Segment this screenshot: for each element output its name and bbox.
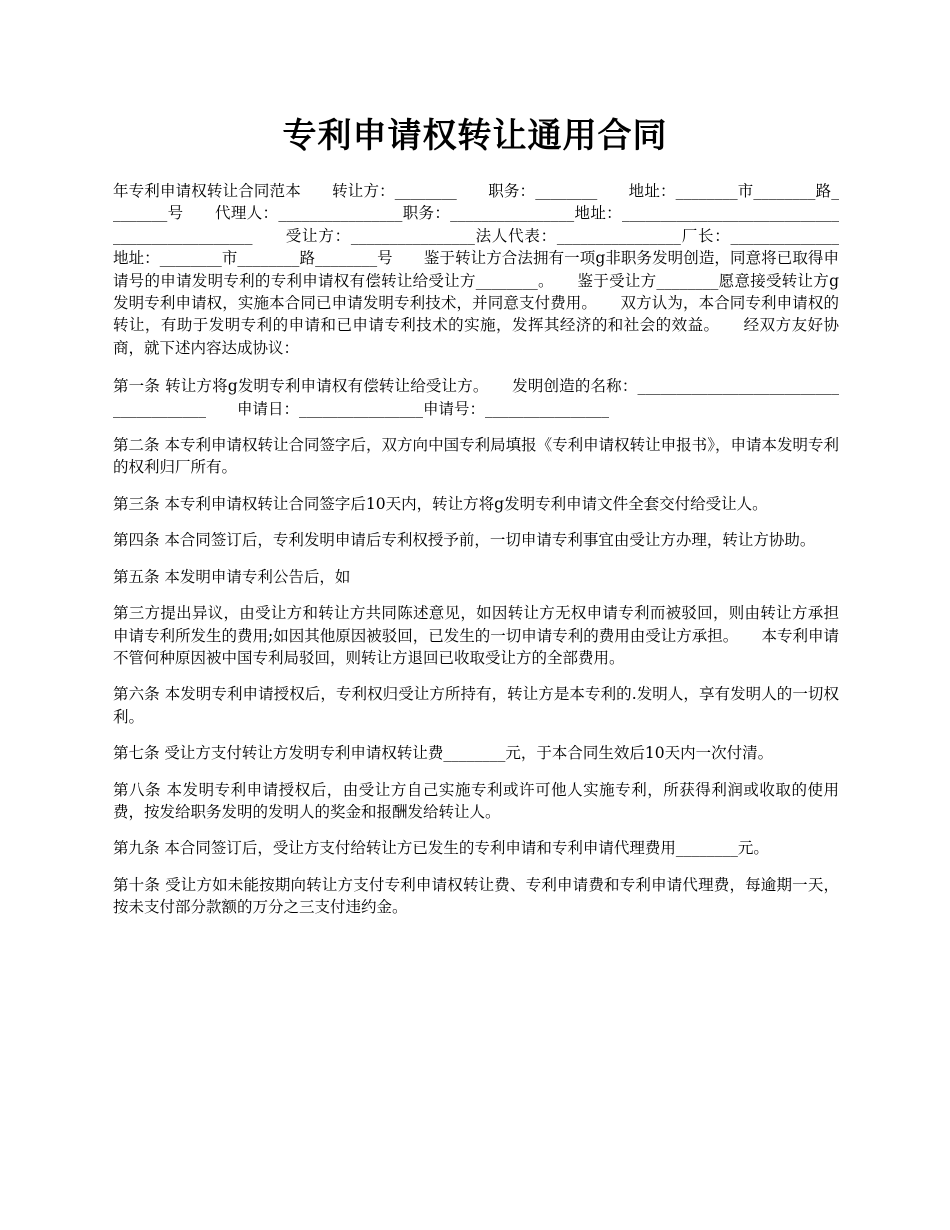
article-3-paragraph: 第三条 本专利申请权转让合同签字后10天内，转让方将g发明专利申请文件全套交付给受让人。 xyxy=(113,494,768,513)
document-body xyxy=(113,180,871,933)
article-8-paragraph: 第八条 本发明专利申请授权后，由受让方自己实施专利或许可他人实施专利，所获得利润或收取的使用费，按发给职务发明的发明人的奖金和报酬发给转让人。 xyxy=(113,780,839,821)
article-6-paragraph: 第六条 本发明专利申请授权后，专利权归受让方所持有，转让方是本专利的.发明人，享有发明人的一切权利。 xyxy=(113,685,839,726)
document-title: 专利申请权转让通用合同 xyxy=(282,116,668,156)
article-9-paragraph: 第九条 本合同签订后，受让方支付给转让方已发生的专利申请和专利申请代理费用________元。 xyxy=(113,839,769,858)
article-5-continued-paragraph: 第三方提出异议，由受让方和转让方共同陈述意见，如因转让方无权申请专利而被驳回，则由转让方承担申请专利所发生的费用;如因其他原因被驳回，已发生的一切申请专利的费用由受让方承担。 本专利申请不管何种原因被中国专利局驳回，则转让方退回已收取受让方的全部费用。 xyxy=(113,604,839,667)
article-4-paragraph: 第四条 本合同签订后，专利发明申请后专利权授予前，一切申请专利事宜由受让方办理，转让方协助。 xyxy=(113,531,816,550)
article-1-paragraph: 第一条 转让方将g发明专利申请权有偿转让给受让方。 发明创造的名称：______________________________________ 申请日：________________申请号：________________ xyxy=(113,377,839,418)
preamble-paragraph: 年专利申请权转让合同范本 转让方：________ 职务：________ 地址：________市________路________号 代理人：________________职务：________________地址：______________________________________________ 受让方：________________法人代表：________________厂长：______________ 地址：________市________路________号 鉴于转让方合法拥有一项g非职务发明创造，同意将已取得申请号的申请发明专利的专利申请权有偿转让给受让方________。 鉴于受让方________愿意接受转让方g发明专利申请权，实施本合同已申请发明专利技术，并同意支付费用。 双方认为，本合同专利申请权的转让，有助于发明专利的申请和已申请专利技术的实施，发挥其经济的和社会的效益。 经双方友好协商，就下述内容达成协议： xyxy=(113,182,871,357)
article-7-paragraph: 第七条 受让方支付转让方发明专利申请权转让费________元，于本合同生效后10天内一次付清。 xyxy=(113,744,774,763)
article-10-paragraph: 第十条 受让方如未能按期向转让方支付专利申请权转让费、专利申请费和专利申请代理费，每逾期一天，按未支付部分款额的万分之三支付违约金。 xyxy=(113,875,839,917)
article-5-paragraph: 第五条 本发明申请专利公告后，如 xyxy=(113,567,351,586)
article-2-paragraph: 第二条 本专利申请权转让合同签字后，双方向中国专利局填报《专利申请权转让申报书》，申请本发明专利的权利归厂所有。 xyxy=(113,436,839,477)
